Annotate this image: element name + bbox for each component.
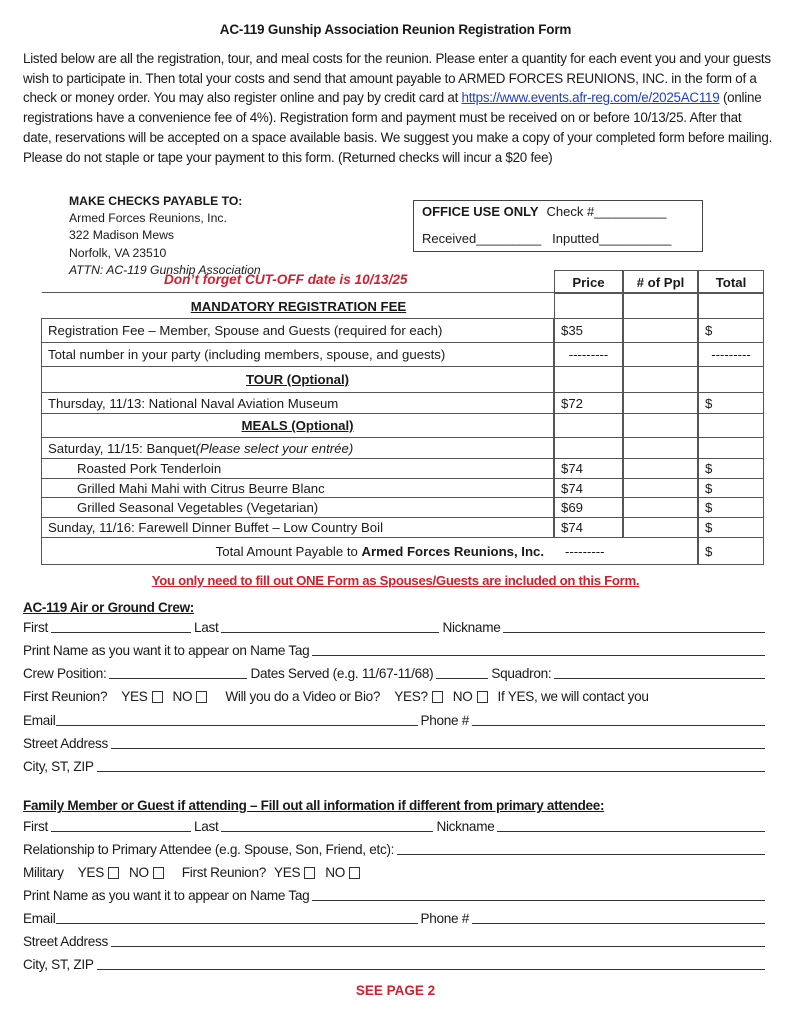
- guest-relationship-label: Relationship to Primary Attendee (e.g. Spouse, Son, Friend, etc):: [23, 842, 395, 857]
- table-row: [42, 343, 764, 367]
- registration-fee-label: Registration Fee – Member, Spouse and Guests (required for each): [41, 318, 554, 343]
- price-header: Price: [554, 270, 623, 294]
- crew-first-reunion-yes-checkbox[interactable]: [152, 691, 163, 703]
- mandatory-heading: MANDATORY REGISTRATION FEE: [190, 298, 407, 314]
- meal-option-total[interactable]: $: [698, 458, 764, 479]
- grand-total-label: Total Amount Payable to Armed Forces Reunions, Inc.: [41, 537, 554, 565]
- guest-first-reunion-label: First Reunion?: [181, 865, 266, 880]
- farewell-price: $74: [554, 517, 623, 538]
- guest-first-label: First: [23, 819, 48, 834]
- table-header-row: [42, 271, 764, 294]
- meal-option-total[interactable]: $: [698, 497, 764, 518]
- party-count-label: Total number in your party (including members, spouse, and guests): [41, 342, 554, 367]
- table-row: [42, 459, 764, 479]
- meal-option-label: Grilled Seasonal Vegetables (Vegetarian): [41, 497, 554, 518]
- guest-section-heading: Family Member or Guest if attending – Fill out all information if different from primary attendee:: [23, 798, 605, 813]
- crew-city-line: [23, 759, 768, 774]
- see-page-2: SEE PAGE 2: [355, 983, 436, 998]
- guest-street-label: Street Address: [23, 934, 108, 949]
- received-field: Received_________: [422, 231, 542, 246]
- one-form-notice: You only need to fill out ONE Form as Spouses/Guests are included on this Form.: [151, 573, 640, 588]
- guest-military-no-checkbox[interactable]: [153, 867, 164, 879]
- pay-to-city: Norfolk, VA 23510: [69, 245, 167, 260]
- guest-email-label: Email: [23, 911, 56, 926]
- tour-qty[interactable]: [623, 392, 698, 414]
- office-use-box: [413, 200, 703, 252]
- crew-first-reunion-yes-label: YES: [121, 689, 148, 704]
- crew-nametag-label: Print Name as you want it to appear on Name Tag: [23, 643, 310, 658]
- guest-contact-line: [23, 911, 768, 926]
- inputted-field: Inputted__________: [552, 231, 672, 246]
- crew-position-label: Crew Position:: [23, 666, 107, 681]
- registration-fee-qty[interactable]: [623, 318, 698, 343]
- table-row: [42, 438, 764, 459]
- guest-military-label: Military: [23, 865, 64, 880]
- pay-to-block: [69, 193, 261, 279]
- grand-total-amount[interactable]: $: [698, 537, 764, 565]
- guest-city-input[interactable]: [97, 968, 765, 970]
- guest-last-input[interactable]: [221, 830, 433, 832]
- dates-served-input[interactable]: [436, 677, 488, 679]
- meal-option-label: Roasted Pork Tenderloin: [41, 458, 554, 479]
- meal-option-qty[interactable]: [623, 478, 698, 498]
- crew-phone-label: Phone #: [420, 713, 470, 728]
- grand-total-row: [42, 538, 764, 565]
- meal-option-price: $74: [554, 458, 623, 479]
- farewell-label: Sunday, 11/16: Farewell Dinner Buffet – Low Country Boil: [41, 517, 554, 538]
- dates-served-label: Dates Served (e.g. 11/67-11/68): [250, 666, 434, 681]
- guest-email-input[interactable]: [56, 922, 418, 924]
- squadron-input[interactable]: [554, 677, 765, 679]
- guest-phone-input[interactable]: [472, 922, 765, 924]
- cutoff-notice: Don’t forget CUT-OFF date is 10/13/25: [164, 272, 408, 287]
- banquet-note: (Please select your entrée): [195, 440, 354, 456]
- table-row: [42, 319, 764, 343]
- intro-paragraph: [23, 49, 773, 167]
- guest-first-reunion-no-checkbox[interactable]: [349, 867, 360, 879]
- pay-to-street: 322 Madison Mews: [69, 228, 174, 243]
- meal-option-label: Grilled Mahi Mahi with Citrus Beurre Blanc: [41, 478, 554, 498]
- crew-street-input[interactable]: [111, 747, 765, 749]
- meals-heading-row: [42, 414, 764, 438]
- table-row: [42, 393, 764, 414]
- pay-to-heading: MAKE CHECKS PAYABLE TO:: [69, 194, 243, 208]
- mandatory-heading-row: [42, 293, 764, 319]
- crew-last-label: Last: [193, 620, 219, 635]
- grand-total-payee: Armed Forces Reunions, Inc.: [361, 543, 544, 559]
- crew-nametag-input[interactable]: [312, 654, 765, 656]
- guest-first-reunion-yes-label: YES: [273, 865, 301, 880]
- meal-option-price: $74: [554, 478, 623, 498]
- crew-email-input[interactable]: [56, 724, 418, 726]
- crew-contact-line: [23, 713, 768, 728]
- contact-note: If YES, we will contact you: [497, 689, 649, 704]
- guest-first-reunion-no-label: NO: [325, 865, 346, 880]
- guest-last-label: Last: [193, 819, 219, 834]
- total-header: Total: [698, 270, 764, 294]
- crew-phone-input[interactable]: [472, 724, 765, 726]
- farewell-total[interactable]: $: [698, 517, 764, 538]
- guest-nametag-line: [23, 888, 768, 903]
- crew-first-label: First: [23, 620, 48, 635]
- crew-position-input[interactable]: [109, 677, 247, 679]
- crew-nickname-label: Nickname: [442, 620, 501, 635]
- crew-first-reunion-no-checkbox[interactable]: [196, 691, 207, 703]
- guest-nickname-input[interactable]: [497, 830, 765, 832]
- guest-questions-line: [23, 865, 768, 880]
- guest-nametag-input[interactable]: [312, 899, 765, 901]
- party-count-price: ---------: [554, 342, 623, 367]
- squadron-label: Squadron:: [491, 666, 552, 681]
- video-bio-label: Will you do a Video or Bio?: [225, 689, 381, 704]
- tour-label: Thursday, 11/13: National Naval Aviation Museum: [41, 392, 554, 414]
- guest-relationship-line: [23, 842, 768, 857]
- intro-text-1: Listed below are all the registration, tour, and meal costs for the reunion. Please enter a quantity for each event you and your guests wish to participate in. Then total your costs and send that amount payable to ARMED FORCES REUNIONS, INC. in the form of a check or money order. You may also register online and pay by credit card at: [23, 51, 771, 106]
- guest-military-no-label: NO: [128, 865, 149, 880]
- crew-section-heading: AC-119 Air or Ground Crew:: [23, 600, 194, 615]
- registration-fee-total[interactable]: $: [698, 318, 764, 343]
- crew-service-line: [23, 666, 768, 681]
- table-row: [42, 479, 764, 498]
- table-row: [42, 518, 764, 538]
- banquet-label: [41, 437, 554, 459]
- tour-heading-row: [42, 367, 764, 393]
- tour-heading: TOUR (Optional): [245, 372, 350, 387]
- guest-nickname-label: Nickname: [436, 819, 495, 834]
- party-count-qty[interactable]: [623, 342, 698, 367]
- grand-total-price: ---------: [553, 537, 698, 565]
- meal-option-qty[interactable]: [623, 458, 698, 479]
- video-bio-no-checkbox[interactable]: [477, 691, 488, 703]
- guest-phone-label: Phone #: [420, 911, 470, 926]
- registration-fee-price: $35: [554, 318, 623, 343]
- meal-option-price: $69: [554, 497, 623, 518]
- farewell-qty[interactable]: [623, 517, 698, 538]
- guest-military-yes-checkbox[interactable]: [108, 867, 119, 879]
- video-bio-yes-label: YES?: [394, 689, 428, 704]
- pay-to-attn: ATTN: AC-119 Gunship Association: [69, 262, 261, 277]
- pay-to-name: Armed Forces Reunions, Inc.: [69, 211, 227, 226]
- guest-name-line: [23, 819, 768, 834]
- tour-total[interactable]: $: [698, 392, 764, 414]
- crew-street-label: Street Address: [23, 736, 108, 751]
- crew-nickname-input[interactable]: [503, 631, 765, 633]
- guest-nametag-label: Print Name as you want it to appear on Name Tag: [23, 888, 310, 903]
- guest-street-line: [23, 934, 768, 949]
- crew-city-label: City, ST, ZIP: [23, 759, 94, 774]
- intro-text-2: (online registrations have a convenience fee of 4%). Registration form and payment must be received on or before 10/13/25. After that date, reservations will be accepted on a space available basis. We suggest you make a copy of your completed form before mailing. Please do not staple or tape your payment to this form. (Returned checks will incur a $20 fee): [23, 90, 773, 165]
- guest-city-line: [23, 957, 768, 972]
- crew-first-input[interactable]: [51, 631, 191, 633]
- table-row: [42, 498, 764, 518]
- guest-military-yes-label: YES: [77, 865, 104, 880]
- crew-email-label: Email: [23, 713, 56, 728]
- video-bio-no-label: NO: [452, 689, 473, 704]
- meals-heading: MEALS (Optional): [241, 418, 354, 433]
- video-bio-yes-checkbox[interactable]: [432, 691, 443, 703]
- check-number-field: Check #__________: [546, 204, 667, 219]
- people-header: # of Ppl: [623, 270, 698, 294]
- meal-option-total[interactable]: $: [698, 478, 764, 498]
- registration-link[interactable]: https://www.events.afr-reg.com/e/2025AC119: [461, 90, 720, 106]
- form-title: AC-119 Gunship Association Reunion Registration Form: [219, 22, 572, 37]
- crew-name-line: [23, 620, 768, 635]
- crew-first-reunion-no-label: NO: [172, 689, 193, 704]
- guest-relationship-input[interactable]: [397, 853, 765, 855]
- meal-option-qty[interactable]: [623, 497, 698, 518]
- crew-city-input[interactable]: [97, 770, 765, 772]
- guest-first-input[interactable]: [51, 830, 191, 832]
- crew-last-input[interactable]: [221, 631, 439, 633]
- tour-price: $72: [554, 392, 623, 414]
- banquet-text: Saturday, 11/15: Banquet: [48, 440, 196, 456]
- guest-street-input[interactable]: [111, 945, 765, 947]
- crew-nametag-line: [23, 643, 768, 658]
- crew-street-line: [23, 736, 768, 751]
- crew-questions-line: [23, 689, 768, 704]
- crew-first-reunion-label: First Reunion?: [23, 689, 108, 704]
- guest-first-reunion-yes-checkbox[interactable]: [304, 867, 315, 879]
- office-use-heading: OFFICE USE ONLY: [422, 204, 539, 219]
- party-count-total: ---------: [698, 342, 764, 367]
- guest-city-label: City, ST, ZIP: [23, 957, 94, 972]
